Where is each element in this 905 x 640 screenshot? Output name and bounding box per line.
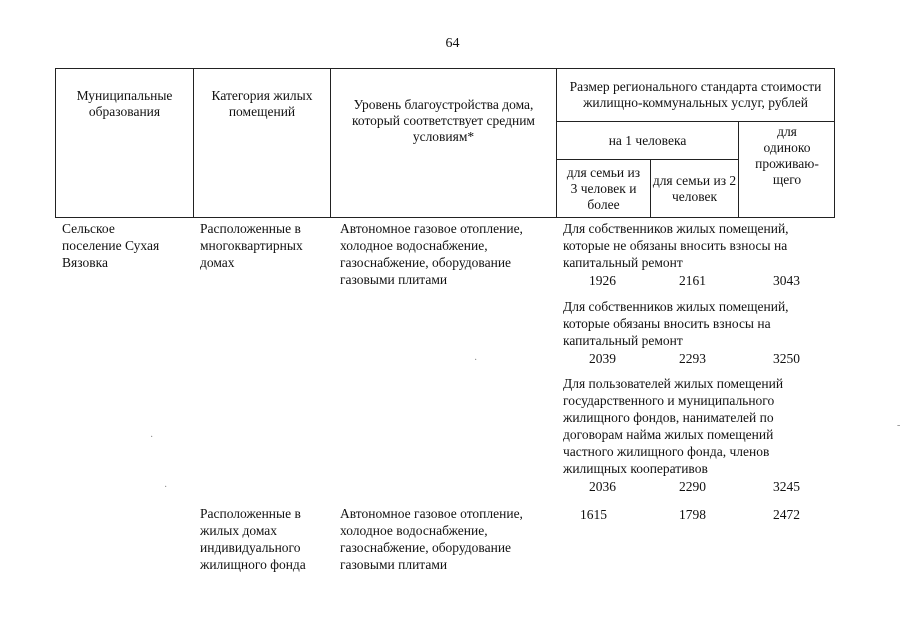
category-line: жилищного фонда (200, 557, 306, 572)
header-standard: Размер регионального стандарта стоимости жилищно-коммунальных услуг, рублей (569, 79, 822, 110)
value-single: 3245 (773, 479, 800, 494)
group-line: Для собственников жилых помещений, (563, 221, 789, 236)
value-family2: 1798 (679, 507, 706, 522)
value-family2: 2293 (679, 351, 706, 366)
value-single: 3250 (773, 351, 800, 366)
value-family3: 1615 (580, 507, 607, 522)
level-line: газовыми плитами (340, 557, 448, 572)
scan-speck: · (474, 355, 478, 366)
group-line: капитальный ремонт (563, 255, 683, 270)
header-single-3: проживаю- (755, 156, 819, 171)
scan-speck: · (164, 482, 168, 493)
group-line: которые обязаны вносить взносы на (563, 316, 771, 331)
group-line: жилищных кооперативов (563, 461, 708, 476)
value-single: 2472 (773, 507, 800, 522)
value-family3: 2036 (589, 479, 616, 494)
header-level: Уровень благоустройства дома, который соответствует средним условиям* (352, 97, 535, 144)
page-number: 64 (445, 36, 460, 51)
group-line: договорам найма жилых помещений (563, 427, 774, 442)
value-family2: 2161 (679, 273, 706, 288)
level-line: газоснабжение, оборудование (340, 540, 512, 555)
level-line: газовыми плитами (340, 272, 448, 287)
value-family2: 2290 (679, 479, 706, 494)
header-per-person: на 1 человека (608, 132, 687, 148)
level-line: холодное водоснабжение, (340, 523, 488, 538)
group-line: государственного и муниципального (563, 393, 775, 408)
level-line: Автономное газовое отопление, (340, 506, 523, 521)
scan-speck: · (150, 432, 154, 443)
header-single-1: для (777, 124, 797, 139)
municipality-line: поселение Сухая (62, 238, 160, 253)
header-single-4: щего (772, 172, 802, 187)
group-line: которые не обязаны вносить взносы на (563, 238, 788, 253)
group-line: Для собственников жилых помещений, (563, 299, 789, 314)
value-single: 3043 (773, 273, 800, 288)
category-line: домах (200, 255, 235, 270)
category-line: Расположенные в (200, 221, 301, 236)
level-line: холодное водоснабжение, (340, 238, 488, 253)
header-category: Категория жилых помещений (211, 88, 313, 119)
scan-speck: - (897, 420, 901, 431)
group-line: капитальный ремонт (563, 333, 683, 348)
group-line: частного жилищного фонда, членов (563, 444, 770, 459)
header-municipal: Муниципальные образования (76, 88, 173, 119)
municipality-line: Сельское (62, 221, 115, 236)
category-line: жилых домах (200, 523, 278, 538)
header-family-3: для семьи из 3 человек и более (566, 165, 641, 212)
header-single-2: одиноко (763, 140, 811, 155)
level-line: газоснабжение, оборудование (340, 255, 512, 270)
value-family3: 1926 (589, 273, 616, 288)
header-family-2: для семьи из 2 человек (652, 173, 737, 204)
level-line: Автономное газовое отопление, (340, 221, 523, 236)
municipality-line: Вязовка (62, 255, 108, 270)
category-line: Расположенные в (200, 506, 301, 521)
category-line: индивидуального (200, 540, 301, 555)
group-line: жилищного фондов, нанимателей по (563, 410, 774, 425)
category-line: многоквартирных (200, 238, 303, 253)
group-line: Для пользователей жилых помещений (563, 376, 784, 391)
value-family3: 2039 (589, 351, 616, 366)
